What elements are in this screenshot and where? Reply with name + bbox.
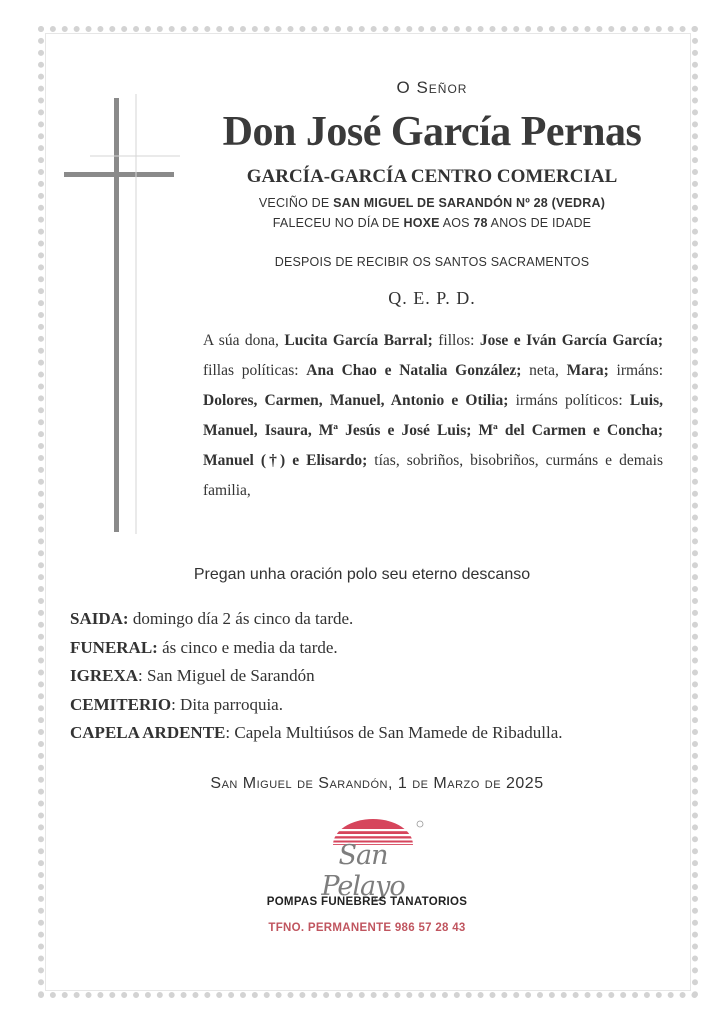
detail-row	[70, 719, 690, 748]
detail-row	[70, 662, 690, 691]
residence-place: SAN MIGUEL DE SARANDÓN Nº 28 (VEDRA)	[333, 196, 606, 210]
detail-value: domingo día 2 ás cinco da tarde.	[128, 609, 354, 628]
detail-value: ás cinco e media da tarde.	[157, 637, 338, 657]
family-part: irmáns políticos:	[508, 392, 630, 409]
family-part: Lucita García Barral;	[284, 332, 433, 349]
death-prefix: FALECEU NO DÍA DE	[272, 216, 404, 230]
cross-icon	[60, 94, 180, 534]
family-part: Ana Chao e Natalia González;	[306, 362, 522, 379]
detail-label: FUNERAL:	[70, 637, 158, 657]
company-name: GARCÍA-GARCÍA CENTRO COMERCIAL	[246, 166, 618, 187]
detail-label: SAIDA:	[70, 609, 129, 628]
family-part: A súa dona,	[203, 332, 285, 349]
family-part: fillos:	[432, 332, 480, 349]
prayer-line: Pregan unha oración polo seu eterno descanso	[193, 566, 531, 583]
deceased-name: Don José García Pernas	[222, 109, 642, 155]
family-paragraph	[203, 326, 663, 506]
detail-value: : San Miguel de Sarandón	[138, 666, 315, 685]
death-suffix: ANOS DE IDADE	[487, 216, 592, 230]
death-day: HOXE	[403, 216, 440, 230]
death-line	[102, 216, 724, 230]
detail-label: CEMITERIO	[70, 694, 172, 714]
family-part: Mara;	[566, 362, 609, 379]
detail-label: CAPELA ARDENTE	[70, 723, 226, 742]
phone-line: TFNO. PERMANENTE 986 57 28 43	[268, 922, 466, 934]
place-date: San Miguel de Sarandón, 1 de Marzo de 2025	[210, 775, 544, 792]
qepd: Q. E. P. D.	[388, 288, 476, 308]
detail-value: : Capela Multiúsos de San Mamede de Ribadulla.	[225, 723, 563, 742]
sacraments-line: DESPOIS DE RECIBIR OS SANTOS SACRAMENTOS	[274, 255, 590, 269]
family-part: Dolores, Carmen, Manuel, Antonio e Otilia;	[203, 392, 509, 409]
detail-row	[70, 634, 690, 663]
residence-line	[102, 196, 724, 210]
family-part: tías, sobriños, bisobriños, curmáns e demais familia,	[203, 452, 663, 499]
family-part: neta,	[521, 362, 567, 379]
death-mid: AOS	[439, 216, 474, 230]
death-age: 78	[473, 216, 488, 230]
detail-value: : Dita parroquia.	[171, 694, 283, 714]
residence-prefix: VECIÑO DE	[258, 196, 334, 210]
family-part: Luis, Manuel, Isaura, Mª Jesús e José Luis; Mª del Carmen e Concha; Manuel (†) e Elisardo;	[203, 392, 663, 469]
business-tagline: POMPAS FUNEBRES TANATORIOS	[266, 896, 468, 908]
family-part: fillas políticas:	[203, 362, 307, 379]
family-part: irmáns:	[608, 362, 663, 379]
logo-text: San Pelayo	[321, 840, 405, 902]
detail-label: IGREXA	[70, 666, 139, 685]
detail-row	[70, 691, 690, 720]
family-part: Jose e Iván García García;	[479, 332, 663, 349]
honorific: O Señor	[396, 78, 468, 97]
service-details	[70, 605, 690, 748]
detail-row	[70, 605, 690, 634]
